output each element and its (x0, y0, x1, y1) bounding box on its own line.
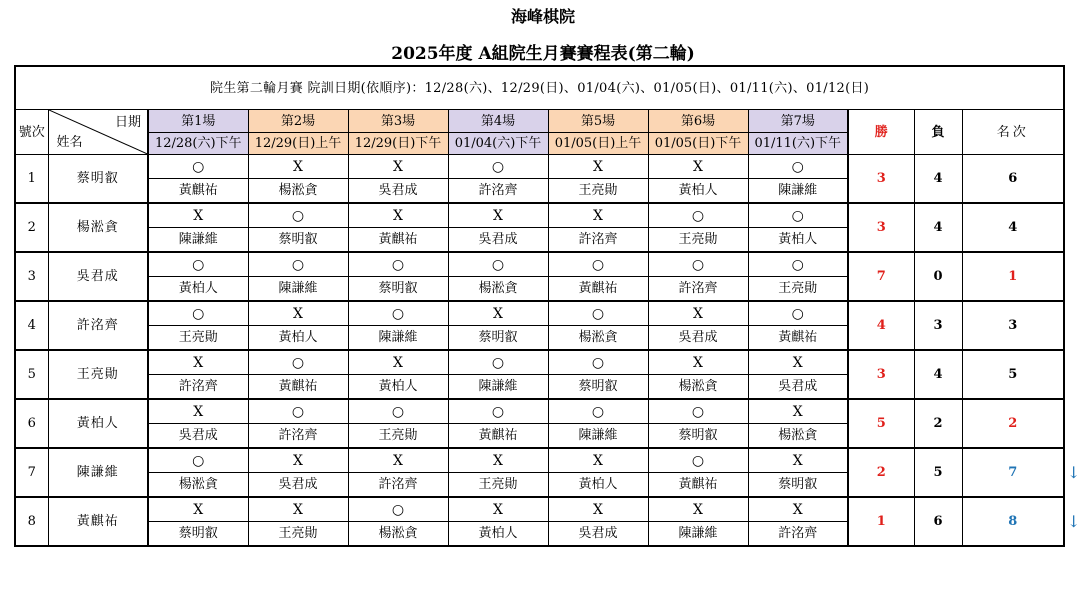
wins-count: 3 (848, 155, 914, 204)
academy-name: 海峰棋院 (510, 7, 575, 26)
round-date: 01/05(日)下午 (648, 133, 748, 155)
opponent-name: 吳君成 (248, 473, 348, 498)
player-name: 黃麒祐 (48, 497, 148, 546)
opponent-name: 黃麒祐 (348, 228, 448, 253)
opponent-name: 吳君成 (548, 522, 648, 547)
opponent-name: 許洺齊 (248, 424, 348, 449)
player-row (15, 301, 1064, 326)
opponent-name: 許洺齊 (148, 375, 248, 400)
opponent-name: 王亮勛 (548, 179, 648, 204)
match-result: X (448, 448, 548, 473)
opponent-name: 陳謙維 (448, 375, 548, 400)
match-result: X (448, 301, 548, 326)
match-result: ○ (448, 252, 548, 277)
losses-count: 4 (914, 155, 962, 204)
opponent-name: 黃柏人 (148, 277, 248, 302)
match-result: ○ (348, 252, 448, 277)
opponent-name: 吳君成 (148, 424, 248, 449)
match-result: X (448, 203, 548, 228)
match-result: ○ (748, 155, 848, 179)
match-result: X (748, 350, 848, 375)
seq-number: 2 (15, 203, 48, 252)
match-result: X (648, 301, 748, 326)
rank-value: 6 (962, 155, 1064, 204)
match-result: ○ (348, 301, 448, 326)
opponent-name: 楊淞貪 (148, 473, 248, 498)
match-result: ○ (348, 497, 448, 522)
opponent-name: 陳謙維 (248, 277, 348, 302)
match-result: ○ (648, 448, 748, 473)
name-header-label: 姓名 (56, 135, 83, 150)
down-arrow-icon: ↓ (1067, 512, 1081, 531)
match-result: X (148, 203, 248, 228)
player-row (15, 448, 1064, 473)
opponent-name: 許洺齊 (348, 473, 448, 498)
match-result: ○ (748, 203, 848, 228)
schedule-table (14, 65, 1065, 547)
match-result: ○ (648, 399, 748, 424)
opponent-name: 蔡明叡 (348, 277, 448, 302)
match-result: ○ (548, 350, 648, 375)
opponent-name: 黃柏人 (248, 326, 348, 351)
match-result: X (348, 448, 448, 473)
opponent-name: 許洺齊 (548, 228, 648, 253)
rank-value: 8 (962, 497, 1064, 546)
match-result: X (348, 350, 448, 375)
opponent-name: 陳謙維 (648, 522, 748, 547)
opponent-name: 黃柏人 (748, 228, 848, 253)
match-result: ○ (148, 252, 248, 277)
round-header: 第5場 (548, 110, 648, 133)
match-result: X (248, 497, 348, 522)
wins-count: 7 (848, 252, 914, 301)
match-result: ○ (648, 252, 748, 277)
rank-value: 3 (962, 301, 1064, 350)
player-name: 王亮勛 (48, 350, 148, 399)
match-result: X (148, 399, 248, 424)
match-result: X (348, 203, 448, 228)
losses-count: 4 (914, 350, 962, 399)
match-result: ○ (448, 350, 548, 375)
match-result: X (248, 155, 348, 179)
opponent-name: 蔡明叡 (248, 228, 348, 253)
opponent-name: 楊淞貪 (548, 326, 648, 351)
round-header: 第1場 (148, 110, 248, 133)
losses-count: 3 (914, 301, 962, 350)
losses-count: 0 (914, 252, 962, 301)
wins-count: 2 (848, 448, 914, 497)
round-header: 第6場 (648, 110, 748, 133)
wins-count: 5 (848, 399, 914, 448)
seq-number: 6 (15, 399, 48, 448)
opponent-name: 吳君成 (348, 179, 448, 204)
player-row (15, 203, 1064, 228)
seq-header: 號次 (15, 110, 48, 155)
match-result: ○ (248, 350, 348, 375)
round-header: 第4場 (448, 110, 548, 133)
player-name: 楊淞貪 (48, 203, 148, 252)
opponent-name: 吳君成 (448, 228, 548, 253)
match-result: ○ (248, 252, 348, 277)
opponent-name: 黃麒祐 (448, 424, 548, 449)
losses-count: 6 (914, 497, 962, 546)
opponent-name: 王亮勛 (648, 228, 748, 253)
match-result: X (748, 399, 848, 424)
match-result: X (648, 155, 748, 179)
match-result: ○ (548, 399, 648, 424)
opponent-name: 楊淞貪 (348, 522, 448, 547)
opponent-name: 黃柏人 (548, 473, 648, 498)
opponent-name: 蔡明叡 (748, 473, 848, 498)
opponent-name: 陳謙維 (748, 179, 848, 204)
player-name: 陳謙維 (48, 448, 148, 497)
match-result: X (748, 448, 848, 473)
round-header: 第7場 (748, 110, 848, 133)
opponent-name: 楊淞貪 (248, 179, 348, 204)
losses-count: 4 (914, 203, 962, 252)
opponent-name: 黃麒祐 (748, 326, 848, 351)
opponent-name: 吳君成 (648, 326, 748, 351)
opponent-name: 黃麒祐 (148, 179, 248, 204)
losses-count: 5 (914, 448, 962, 497)
match-result: X (248, 301, 348, 326)
match-result: X (448, 497, 548, 522)
opponent-name: 吳君成 (748, 375, 848, 400)
match-result: X (548, 448, 648, 473)
opponent-name: 蔡明叡 (148, 522, 248, 547)
match-result: ○ (448, 399, 548, 424)
opponent-name: 黃麒祐 (648, 473, 748, 498)
player-name: 黃柏人 (48, 399, 148, 448)
opponent-name: 楊淞貪 (748, 424, 848, 449)
seq-number: 8 (15, 497, 48, 546)
rank-value: 1 (962, 252, 1064, 301)
round-date: 01/05(日)上午 (548, 133, 648, 155)
page-title: 2025年度 A組院生月賽賽程表(第二輪) (391, 44, 695, 64)
player-row (15, 155, 1064, 179)
opponent-name: 黃柏人 (348, 375, 448, 400)
rank-value: 7 (962, 448, 1064, 497)
opponent-name: 黃柏人 (448, 522, 548, 547)
seq-number: 7 (15, 448, 48, 497)
round-date: 01/04(六)下午 (448, 133, 548, 155)
player-name: 許洺齊 (48, 301, 148, 350)
opponent-name: 陳謙維 (148, 228, 248, 253)
opponent-name: 蔡明叡 (548, 375, 648, 400)
opponent-name: 許洺齊 (448, 179, 548, 204)
opponent-name: 黃柏人 (648, 179, 748, 204)
opponent-name: 楊淞貪 (448, 277, 548, 302)
wins-count: 3 (848, 203, 914, 252)
opponent-name: 許洺齊 (748, 522, 848, 547)
match-result: X (148, 350, 248, 375)
match-result: ○ (348, 399, 448, 424)
player-row (15, 497, 1064, 522)
opponent-name: 王亮勛 (448, 473, 548, 498)
match-result: X (148, 497, 248, 522)
opponent-name: 黃麒祐 (548, 277, 648, 302)
rank-value: 5 (962, 350, 1064, 399)
match-result: ○ (448, 155, 548, 179)
down-arrow-icon: ↓ (1067, 463, 1081, 482)
opponent-name: 王亮勛 (248, 522, 348, 547)
round-header: 第2場 (248, 110, 348, 133)
rank-value: 4 (962, 203, 1064, 252)
round-date: 12/29(日)下午 (348, 133, 448, 155)
rank-value: 2 (962, 399, 1064, 448)
match-result: ○ (148, 448, 248, 473)
seq-number: 3 (15, 252, 48, 301)
opponent-name: 黃麒祐 (248, 375, 348, 400)
match-result: X (248, 448, 348, 473)
player-row (15, 252, 1064, 277)
opponent-name: 陳謙維 (348, 326, 448, 351)
match-result: ○ (548, 252, 648, 277)
round-date: 12/29(日)上午 (248, 133, 348, 155)
opponent-name: 王亮勛 (748, 277, 848, 302)
opponent-name: 蔡明叡 (648, 424, 748, 449)
rank-header: 名次 (962, 110, 1064, 155)
match-result: ○ (548, 301, 648, 326)
opponent-name: 王亮勛 (148, 326, 248, 351)
match-result: ○ (648, 203, 748, 228)
match-result: X (648, 350, 748, 375)
opponent-name: 楊淞貪 (648, 375, 748, 400)
wins-count: 3 (848, 350, 914, 399)
seq-number: 4 (15, 301, 48, 350)
match-result: X (348, 155, 448, 179)
date-header-label: 日期 (114, 115, 141, 130)
losses-header: 負 (914, 110, 962, 155)
player-name: 吳君成 (48, 252, 148, 301)
seq-number: 5 (15, 350, 48, 399)
match-result: ○ (748, 252, 848, 277)
opponent-name: 王亮勛 (348, 424, 448, 449)
match-result: X (748, 497, 848, 522)
wins-count: 4 (848, 301, 914, 350)
opponent-name: 許洺齊 (648, 277, 748, 302)
round-date: 12/28(六)下午 (148, 133, 248, 155)
losses-count: 2 (914, 399, 962, 448)
match-result: ○ (248, 399, 348, 424)
match-result: X (548, 497, 648, 522)
wins-header: 勝 (848, 110, 914, 155)
match-result: ○ (248, 203, 348, 228)
seq-number: 1 (15, 155, 48, 204)
round-date: 01/11(六)下午 (748, 133, 848, 155)
opponent-name: 陳謙維 (548, 424, 648, 449)
player-name: 蔡明叡 (48, 155, 148, 204)
opponent-name: 蔡明叡 (448, 326, 548, 351)
date-name-header (48, 110, 148, 155)
match-result: ○ (748, 301, 848, 326)
match-result: X (548, 155, 648, 179)
match-result: ○ (148, 155, 248, 179)
wins-count: 1 (848, 497, 914, 546)
player-row (15, 399, 1064, 424)
schedule-info: 院生第二輪月賽 院訓日期(依順序)：12/28(六)、12/29(日)、01/04(六)、01/05(日)、01/11(六)、01/12(日) (15, 66, 1064, 110)
player-row (15, 350, 1064, 375)
match-result: ○ (148, 301, 248, 326)
match-result: X (548, 203, 648, 228)
match-result: X (648, 497, 748, 522)
round-header: 第3場 (348, 110, 448, 133)
